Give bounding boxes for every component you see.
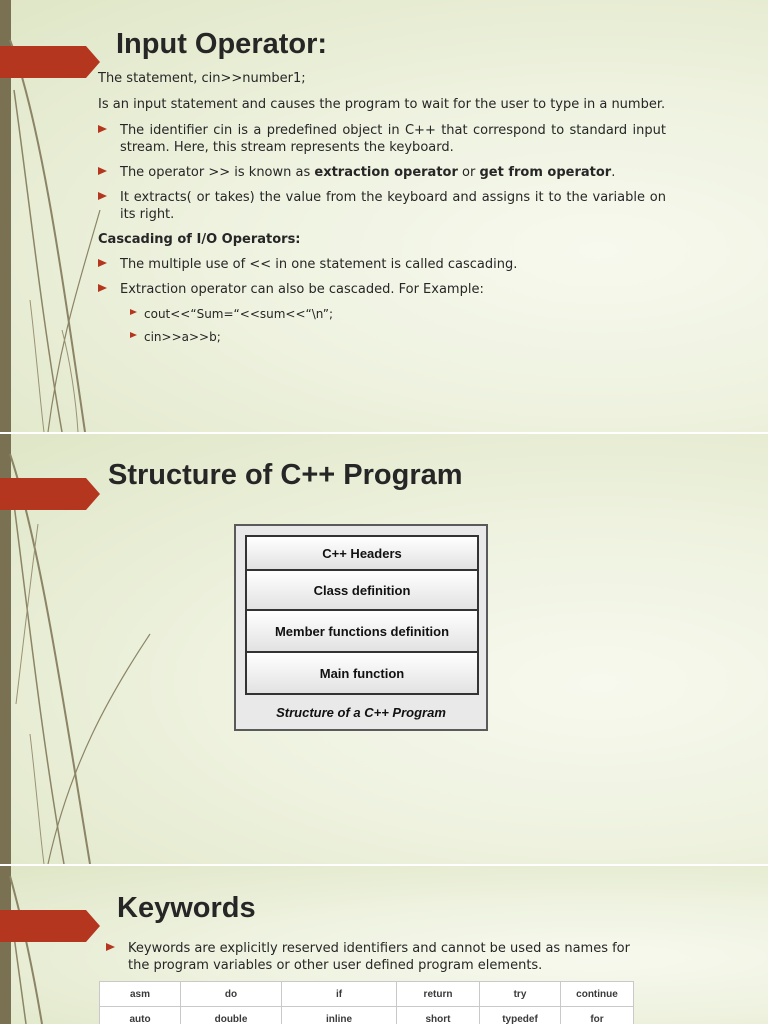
table-row [100,1007,634,1024]
table-cell: asm [100,982,181,1007]
diagram-box-main-function: Main function [245,651,479,695]
bullet-arrow-icon [98,125,107,133]
bullet-arrow-icon [98,284,107,292]
bullet-arrow-icon [98,259,107,267]
bullet-arrow-icon [98,192,107,200]
bullet-arrow-icon [98,167,107,175]
list-item: Keywords are explicitly reserved identifiers and cannot be used as names for the program variables or other user defined program elements. [106,940,642,974]
slide-input-operator [0,0,768,432]
table-cell: continue [561,982,634,1007]
slide-program-structure [0,434,768,864]
table-cell: try [480,982,561,1007]
bullet-arrow-icon [106,943,115,951]
list-item: It extracts( or takes) the value from the keyboard and assigns it to the variable on its right. [98,189,666,223]
table-cell: short [397,1007,480,1024]
bullet-arrow-icon [130,332,137,338]
list-item: The identifier cin is a predefined object in C++ that correspond to standard input stream. Here, this stream represents the keyboard. [98,122,666,156]
diagram-box-class-definition: Class definition [245,569,479,611]
title-ribbon [0,478,100,510]
title-ribbon [0,46,100,78]
code-example: cin>>a>>b; [98,329,666,346]
table-cell: double [181,1007,282,1024]
program-structure-diagram [234,524,488,731]
slide-body [106,940,642,982]
slide-title: Input Operator: [116,28,328,60]
table-cell: inline [282,1007,397,1024]
slide-keywords [0,866,768,1024]
table-cell: do [181,982,282,1007]
code-example: cout<<“Sum=“<<sum<<“\n”; [98,306,666,323]
table-cell: if [282,982,397,1007]
slide-title: Structure of C++ Program [108,459,463,491]
bullet-arrow-icon [130,309,137,315]
list-item: The multiple use of << in one statement is called cascading. [98,256,666,273]
table-cell: typedef [480,1007,561,1024]
diagram-caption: Structure of a C++ Program [276,705,446,720]
left-accent-bar [0,866,11,1024]
diagram-box-headers: C++ Headers [245,535,479,571]
statement-text: The statement, cin>>number1; [98,71,306,86]
description-text: Is an input statement and causes the program to wait for the user to type in a number. [98,97,666,112]
slide-body [98,70,666,352]
title-ribbon [0,910,100,942]
keywords-table [99,981,634,1024]
diagram-box-member-functions: Member functions definition [245,609,479,653]
table-row [100,982,634,1007]
table-cell: return [397,982,480,1007]
list-item: Extraction operator can also be cascaded. For Example: [98,281,666,298]
table-cell: auto [100,1007,181,1024]
table-cell: for [561,1007,634,1024]
cascading-heading: Cascading of I/O Operators: [98,232,301,247]
list-item: The operator >> is known as extraction operator or get from operator. [98,164,666,181]
slide-title: Keywords [117,892,256,924]
